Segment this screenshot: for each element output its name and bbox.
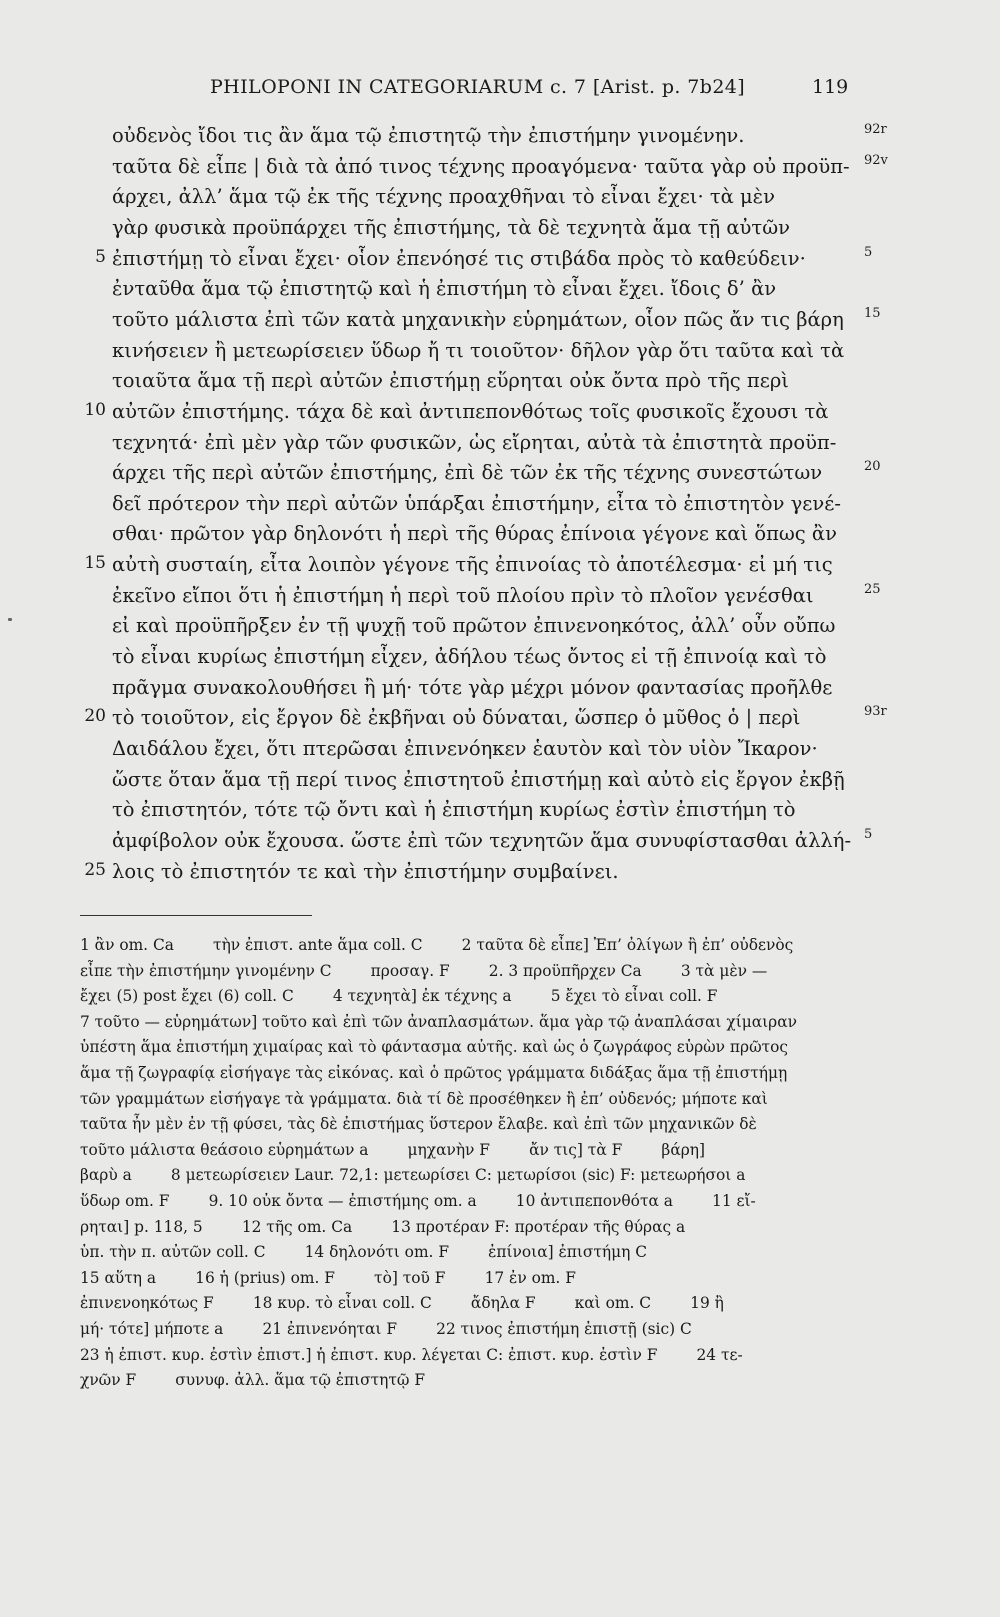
line-text: ὥστε ὅταν ἅμα τῇ περί τινος ἐπιστητοῦ ἐπιστήμῃ καὶ αὐτὸ εἰς ἔργον ἐκβῇ [112,767,845,791]
text-line [112,522,862,556]
line-text: ἀμφίβολον οὐκ ἔχουσα. ὥστε ἐπὶ τῶν τεχνητῶν ἅμα συνυφίστασθαι ἀλλή- [112,828,852,852]
line-text: σθαι· πρῶτον γὰρ δηλονότι ἡ περὶ τῆς θύρας ἐπίνοια γέγονε καὶ ὅπως ἂν [112,522,837,546]
text-line [112,431,862,465]
line-text: τὸ εἶναι κυρίως ἐπιστήμη εἶχεν, ἀδήλου τέως ὄντος εἰ τῇ ἐπινοίᾳ καὶ τὸ [112,645,827,669]
apparatus-line: μή· τότε] μήποτε a 21 ἐπινενόηται F 22 τινος ἐπιστήμη ἐπιστῇ (sic) C [80,1320,692,1338]
text-line [112,185,862,219]
line-text: άρχει τῆς περὶ αὐτῶν ἐπιστήμης, ἐπὶ δὲ τῶν ἐκ τῆς τέχνης συνεστώτων [112,461,823,485]
line-text: τοῦτο μάλιστα ἐπὶ τῶν κατὰ μηχανικὴν εὑρημάτων, οἷον πῶς ἄν τις βάρη [112,307,844,331]
text-line [84,399,862,434]
apparatus-line: ὕδωρ om. F 9. 10 οὐκ ὄντα — ἐπιστήμης om. a 10 ἀντιπεπονθότα a 11 εἴ- [80,1192,756,1210]
line-text: Δαιδάλου ἔχει, ὅτι πτερῶσαι ἐπινενόηκεν ἑαυτὸν καὶ τὸν υἱὸν Ἴκαρον· [112,737,818,760]
margin-reference: 20 [864,459,881,475]
margin-reference: 92v [864,152,888,168]
apparatus-line: χνῶν F συνυφ. ἀλλ. ἅμα τῷ ἐπιστητῷ F [80,1371,426,1390]
apparatus-line: εἶπε τὴν ἐπιστήμην γινομένην C προσαγ. F 2. 3 προϋπῆρχεν Ca 3 τὰ μὲν — [80,961,768,980]
margin-reference: 92r [864,122,887,137]
apparatus-line: ἐπινενοηκότως F 18 κυρ. τὸ εἶναι coll. C ἄδηλα F καὶ om. C 19 ἢ [80,1294,724,1313]
line-text: αὐτὴ συσταίη, εἶτα λοιπὸν γέγονε τῆς ἐπινοίας τὸ ἀποτέλεσμα· εἰ μή τις [112,553,833,577]
line-text: τὸ ἐπιστητόν, τότε τῷ ὄντι καὶ ἡ ἐπιστήμη κυρίως ἐστὶν ἐπιστήμη τὸ [112,798,796,822]
line-number-left: 10 [84,399,106,420]
apparatus-line: βαρὺ a 8 μετεωρίσειεν Laur. 72,1: μετεωρίσει C: μετωρίσοι (sic) F: μετεωρήσοι a [80,1166,746,1185]
line-text: οὐδενὸς ἴδοι τις ἂν ἅμα τῷ ἐπιστητῷ τὴν ἐπιστήμην γινομένην. [112,124,745,147]
apparatus-line: ἅμα τῇ ζωγραφίᾳ εἰσήγαγε τὰς εἰκόνας. καὶ ὁ πρῶτος γράμματα διδάξας ἅμα τῇ ἐπιστήμῃ [80,1064,788,1082]
text-line [95,244,873,281]
line-text: άρχει, ἀλλ’ ἅμα τῷ ἐκ τῆς τέχνης προαχθῆναι τὸ εἶναι ἔχει· τὰ μὲν [112,185,775,209]
text-line [112,277,862,311]
text-line [112,122,887,158]
line-text: τεχνητά· ἐπὶ μὲν γὰρ τῶν φυσικῶν, ὡς εἴρηται, αὐτὰ τὰ ἐπιστητὰ προϋπ- [112,430,837,454]
margin-reference: 5 [864,244,873,260]
apparatus-line: ταῦτα ἦν μὲν ἐν τῇ φύσει, τὰς δὲ ἐπιστήμας ὕστερον ἔλαβε. καὶ ἐπὶ τῶν μηχανικῶν δὲ [80,1115,757,1134]
line-text: ἐνταῦθα ἅμα τῷ ἐπιστητῷ καὶ ἡ ἐπιστήμη τὸ εἶναι ἔχει. ἴδοις δ’ ἂν [112,277,777,301]
line-text: λοις τὸ ἐπιστητόν τε καὶ τὴν ἐπιστήμην συμβαίνει. [112,859,619,883]
line-number-left: 20 [84,706,106,727]
apparatus-line: ρηται] p. 118, 5 12 τῆς om. Ca 13 προτέραν F: προτέραν τῆς θύρας a [80,1217,686,1236]
line-text: κινήσειεν ἢ μετεωρίσειεν ὕδωρ ἤ τι τοιοῦτον· δῆλον γὰρ ὅτι ταῦτα καὶ τὰ [112,338,845,362]
apparatus-line: ὑπέστη ἅμα ἐπιστήμη χιμαίρας καὶ τὸ φάντασμα αὐτῆς. καὶ ὡς ὁ ζωγράφος εὑρὼν πρῶτος [80,1038,789,1057]
line-text: ἐπιστήμῃ τὸ εἶναι ἔχει· οἷον ἐπενόησέ τις στιβάδα πρὸς τὸ καθεύδειν· [112,246,806,270]
apparatus-line: 15 αὕτη a 16 ἡ (prius) om. F τὸ] τοῦ F 17 ἐν om. F [80,1268,576,1287]
line-text: τοιαῦτα ἅμα τῇ περὶ αὐτῶν ἐπιστήμῃ εὕρηται οὐκ ὄντα πρὸ τῆς περὶ [112,369,789,393]
footnote-separator [80,915,312,916]
apparatus-line: τοῦτο μάλιστα θεάσοιο εὑρημάτων a μηχανὴν F ἄν τις] τὰ F βάρη] [80,1140,705,1159]
line-text: δεῖ πρότερον τὴν περὶ αὐτῶν ὑπάρξαι ἐπιστήμην, εἶτα τὸ ἐπιστητὸν γενέ- [112,491,841,515]
text-line [112,676,862,710]
text-line [112,826,873,863]
text-line [112,305,881,342]
text-line [112,459,881,495]
text-line [112,492,862,526]
apparatus-line: τῶν γραμμάτων εἰσήγαγε τὰ γράμματα. διὰ τί δὲ προσέθηκεν ἢ ἐπ’ οὐδενός; μήποτε καὶ [80,1089,768,1108]
apparatus-line: ὑπ. τὴν π. αὐτῶν coll. C 14 δηλονότι om. F ἐπίνοια] ἐπιστήμη C [80,1243,648,1262]
line-text: ταῦτα δὲ εἶπε | διὰ τὰ ἀπό τινος τέχνης προαγόμενα· ταῦτα γὰρ οὐ προϋπ- [112,154,850,178]
line-text: ἐκεῖνο εἴποι ὅτι ἡ ἐπιστήμη ἡ περὶ τοῦ πλοίου πρὶν τὸ πλοῖον γενέσθαι [112,583,814,607]
text-line [112,216,862,250]
text-line [84,704,887,740]
apparatus-line: 1 ἂν om. Ca τὴν ἐπιστ. ante ἅμα coll. C 2 ταῦτα δὲ εἶπε] Ἐπ’ ὀλίγων ἢ ἐπ’ οὐδενὸς [80,936,794,954]
text-line [112,152,888,189]
text-line [112,737,862,771]
apparatus-line: ἔχει (5) post ἔχει (6) coll. C 4 τεχνητὰ] ἐκ τέχνης a 5 ἔχει τὸ εἶναι coll. F [80,987,718,1006]
text-line [112,581,881,618]
margin-reference: 25 [864,581,881,597]
text-line [112,768,862,802]
apparatus-line: 23 ἡ ἐπιστ. κυρ. ἐστὶν ἐπιστ.] ἡ ἐπιστ. κυρ. λέγεται C: ἐπιστ. κυρ. ἐστὶν F 24 τε- [80,1345,743,1364]
line-text: εἰ καὶ προϋπῆρξεν ἐν τῇ ψυχῇ τοῦ πρῶτον ἐπινενοηκότος, ἀλλ’ οὖν οὔπω [112,614,836,638]
line-text: γὰρ φυσικὰ προϋπάρχει τῆς ἐπιστήμης, τὰ δὲ τεχνητὰ ἅμα τῇ αὐτῶν [112,215,790,239]
text-line [84,553,862,587]
margin-reference: 15 [864,305,881,321]
apparatus-line: 7 τοῦτο — εὑρημάτων] τοῦτο καὶ ἐπὶ τῶν ἀναπλασμάτων. ἅμα γὰρ τῷ ἀναπλάσαι χίμαιραν [80,1012,797,1031]
text-line [84,859,862,894]
scan-speck [8,618,12,621]
text-line [112,369,862,403]
line-text: πρᾶγμα συνακολουθήσει ἢ μή· τότε γὰρ μέχρι μόνον φαντασίας προῆλθε [112,675,833,699]
running-head-title: PHILOPONI IN CATEGORIARUM c. 7 [Arist. p. 7b24] [210,76,746,98]
line-text: αὐτῶν ἐπιστήμης. τάχα δὲ καὶ ἀντιπεπονθότως τοῖς φυσικοῖς ἔχουσι τὰ [112,399,829,423]
running-header [0,76,1000,106]
text-line [112,645,862,679]
line-number-left: 25 [84,859,106,880]
line-text: τὸ τοιοῦτον, εἰς ἔργον δὲ ἐκβῆναι οὐ δύναται, ὥσπερ ὁ μῦθος ὁ | περὶ [112,706,801,730]
text-line [112,614,862,648]
margin-reference: 93r [864,704,887,720]
page-number: 119 [812,76,849,98]
text-line [112,798,862,832]
text-line [112,339,862,373]
line-number-left: 15 [84,553,106,574]
line-number-left: 5 [95,246,106,267]
margin-reference: 5 [864,826,873,842]
